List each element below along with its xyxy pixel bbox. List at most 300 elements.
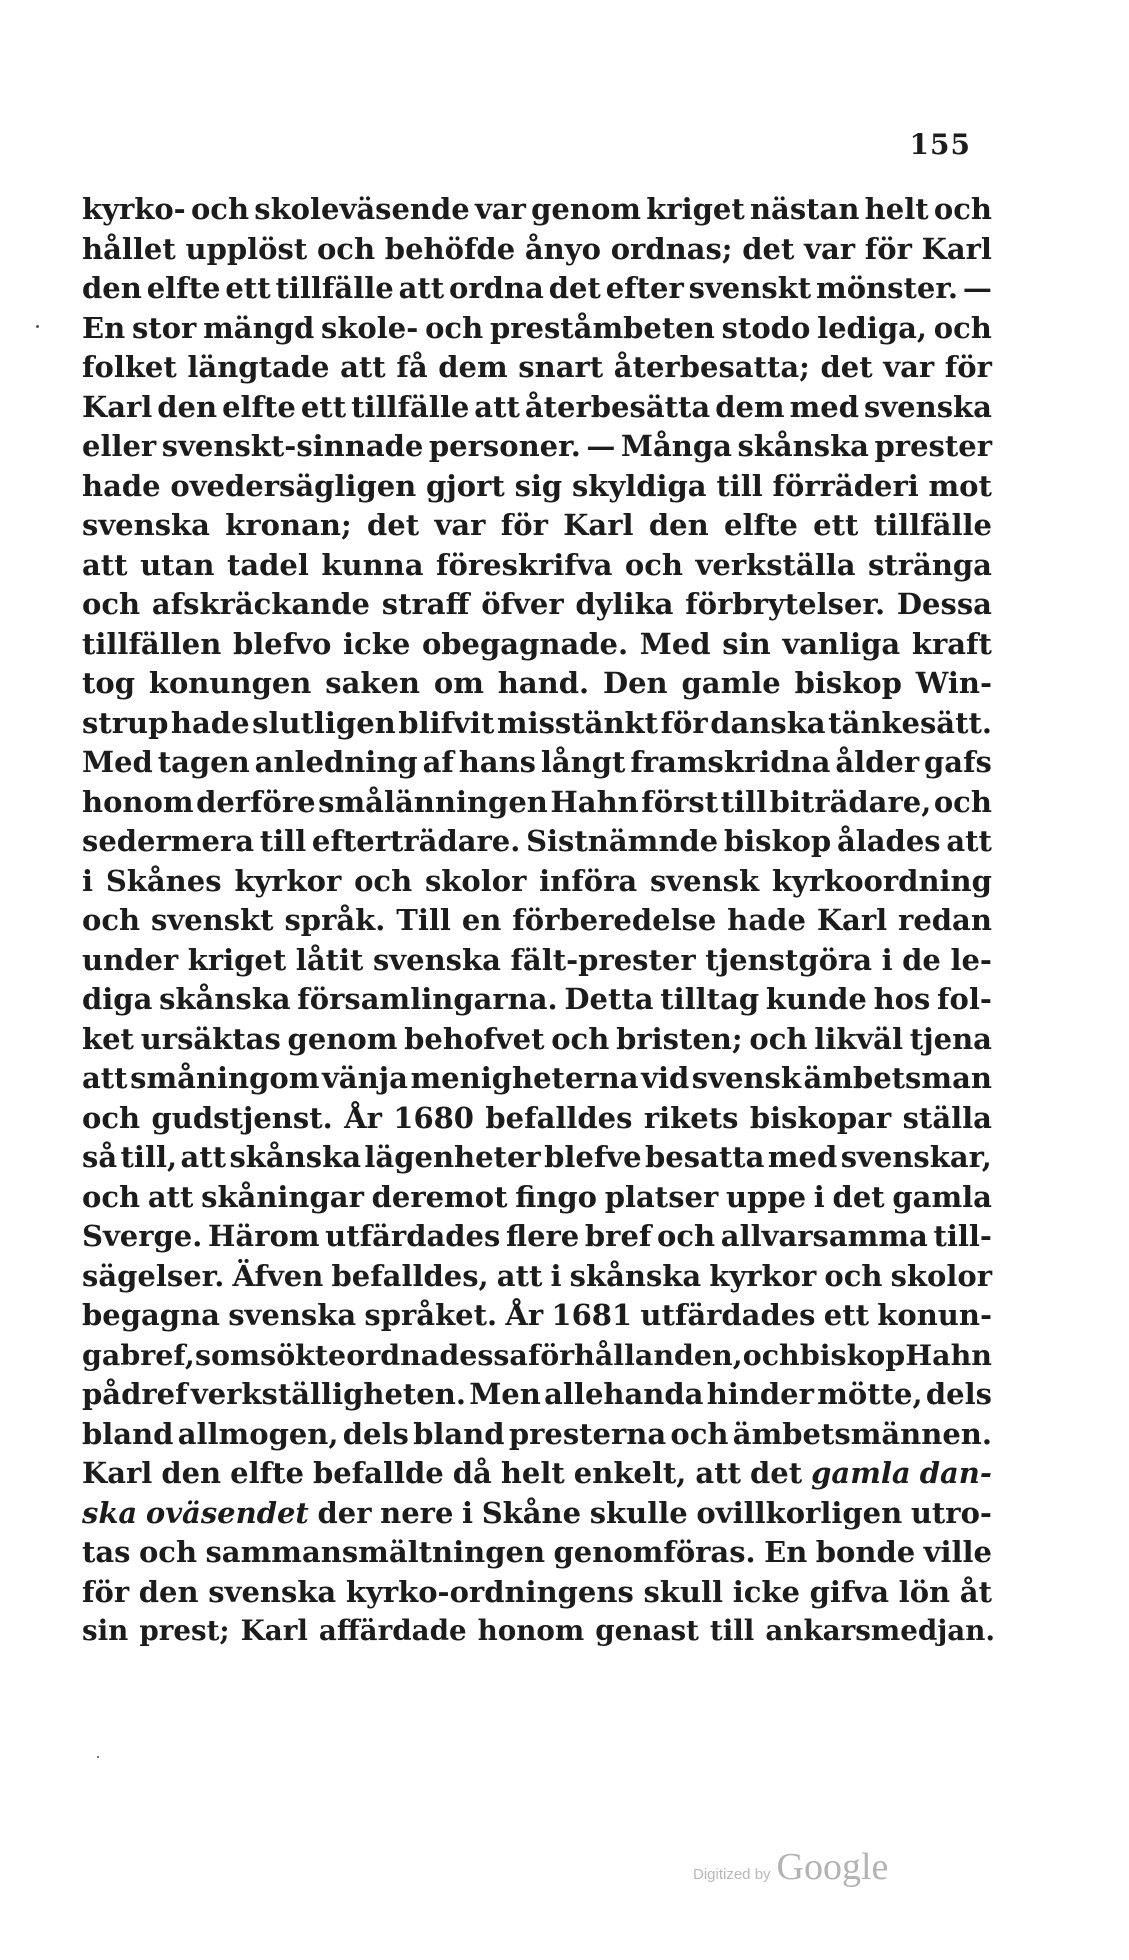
text-line xyxy=(82,706,992,746)
text-line xyxy=(82,508,992,548)
word: efterträdare. xyxy=(311,824,521,858)
word: nästan xyxy=(749,192,860,226)
word: saken xyxy=(325,666,420,700)
word: förräderi xyxy=(772,468,919,503)
word: för xyxy=(944,350,992,384)
word: bland xyxy=(82,1416,174,1451)
text-line xyxy=(82,232,992,272)
word: Äfven xyxy=(232,1258,324,1293)
text-line xyxy=(82,982,992,1022)
word: platser xyxy=(604,1179,719,1214)
word: likväl xyxy=(814,1021,903,1056)
word: och xyxy=(425,310,484,345)
word: att xyxy=(340,350,386,384)
word: var xyxy=(434,508,486,542)
word: och xyxy=(933,192,992,226)
text-line xyxy=(82,1259,992,1299)
word: Hahn xyxy=(550,784,639,819)
text-line xyxy=(82,1180,992,1220)
word: att xyxy=(147,1179,194,1214)
word: Med xyxy=(639,626,711,661)
word: hans xyxy=(458,745,536,779)
word: bland xyxy=(413,1416,505,1451)
word: Till xyxy=(396,903,451,937)
word: och xyxy=(138,1535,198,1569)
word: 1680 xyxy=(393,1100,474,1135)
word: rikets xyxy=(643,1100,739,1135)
word: ämbetsmännen. xyxy=(732,1416,992,1451)
word: behofvet xyxy=(404,1021,545,1056)
word: obegagnade. xyxy=(421,626,629,661)
italic-word: ska xyxy=(82,1495,138,1530)
word: det xyxy=(832,1179,885,1214)
print-speck xyxy=(97,1756,99,1758)
word: fol- xyxy=(937,982,992,1016)
word: svenska xyxy=(82,508,210,542)
word: skull xyxy=(643,1574,724,1609)
word: biskop xyxy=(799,1337,906,1372)
word: och xyxy=(551,1021,610,1056)
italic-word: gamla xyxy=(811,1456,911,1490)
word: den xyxy=(138,1574,199,1609)
word: stodo xyxy=(721,310,811,345)
text-line xyxy=(82,1219,992,1259)
word: uppe xyxy=(725,1179,807,1214)
word: stränga xyxy=(868,547,992,582)
word: blifvit xyxy=(398,705,495,740)
word: ämbetsman xyxy=(803,1061,992,1095)
word: ett xyxy=(823,1298,870,1332)
word: det xyxy=(742,231,795,266)
word: ankarsmedjan. xyxy=(765,1614,996,1647)
word: att xyxy=(398,271,445,305)
word: först xyxy=(641,784,719,819)
word: språk. xyxy=(284,903,386,937)
word: tillfällen xyxy=(82,626,222,661)
word: så xyxy=(82,1140,118,1174)
word: vänja xyxy=(321,1061,408,1095)
word: biskopar xyxy=(749,1100,892,1135)
text-line xyxy=(82,824,992,864)
word: befalldes, xyxy=(331,1258,489,1293)
word: Härom xyxy=(208,1219,320,1253)
word: gifva xyxy=(809,1574,889,1609)
word: kriget xyxy=(646,192,745,226)
word: kyrkor xyxy=(709,1258,817,1293)
word: för xyxy=(500,508,548,542)
word: skåningar xyxy=(201,1179,364,1214)
word: hos xyxy=(873,982,931,1016)
text-line xyxy=(82,1575,992,1615)
word: ett xyxy=(225,271,271,305)
text-line xyxy=(82,627,992,667)
text-line xyxy=(82,1535,992,1575)
word: till xyxy=(259,824,307,858)
word: och xyxy=(82,587,141,621)
word: att xyxy=(474,389,520,424)
word: diga xyxy=(82,982,153,1016)
text-line xyxy=(82,1338,992,1378)
word: var xyxy=(804,231,856,266)
text-line xyxy=(82,1101,992,1141)
word: sig xyxy=(514,468,563,503)
word: förbrytelser. xyxy=(685,587,886,621)
word: tillfälle xyxy=(873,508,992,542)
word: att xyxy=(946,824,992,858)
word: misstänkt xyxy=(496,705,659,740)
word: den xyxy=(157,389,218,424)
word: flere xyxy=(505,1219,580,1253)
word: kyrko-ordningens xyxy=(345,1574,634,1609)
word: för xyxy=(864,231,912,266)
word: föreskrifva xyxy=(436,547,613,582)
word: svensk xyxy=(649,863,760,898)
word: prest; xyxy=(139,1614,230,1647)
word: mönster. xyxy=(816,271,959,305)
word: att xyxy=(180,1140,227,1174)
word: dels xyxy=(925,1377,992,1411)
word: År xyxy=(344,1100,382,1135)
word: Karl xyxy=(563,508,634,542)
word: befalldes xyxy=(485,1100,633,1135)
word: det xyxy=(548,271,601,305)
word: svenskt xyxy=(151,903,274,937)
word: under xyxy=(82,942,179,977)
word: lägenheter xyxy=(364,1140,541,1174)
word: och xyxy=(82,1179,141,1214)
word: icke xyxy=(343,626,411,661)
word: biträdare, xyxy=(769,784,932,819)
text-line xyxy=(82,864,992,904)
word: i xyxy=(462,1495,474,1530)
word: verkställigheten. xyxy=(190,1377,466,1411)
word: långt xyxy=(540,745,626,779)
word: derföre xyxy=(196,784,316,819)
text-line xyxy=(82,1377,992,1417)
word: sammansmältningen xyxy=(205,1535,546,1569)
text-line xyxy=(82,666,992,706)
word: att xyxy=(82,547,128,582)
word: verkställa xyxy=(695,547,856,582)
italic-word: dan- xyxy=(919,1456,992,1490)
word: af xyxy=(422,745,454,779)
word: den xyxy=(648,508,709,542)
word: hade xyxy=(82,468,161,503)
word: genom xyxy=(531,192,641,226)
text-line xyxy=(82,587,992,627)
word: låtit xyxy=(295,942,364,977)
google-logo: Google xyxy=(776,1846,889,1888)
word: införa xyxy=(539,863,638,898)
word: skoleväsende xyxy=(254,192,470,226)
text-line xyxy=(82,311,992,351)
word: Med xyxy=(82,745,153,779)
word: gabref, xyxy=(82,1337,195,1372)
word: till xyxy=(720,784,768,819)
word: besatta xyxy=(645,1140,765,1174)
word: om xyxy=(433,666,484,700)
word: icke xyxy=(732,1574,800,1609)
word: återbesätta xyxy=(524,389,711,424)
word: biskop xyxy=(723,824,832,858)
word: Den xyxy=(602,666,668,700)
word: var xyxy=(474,192,526,226)
word: återbesatta; xyxy=(613,350,810,384)
word: de xyxy=(902,942,941,977)
text-line xyxy=(82,429,992,469)
word: utfärdades xyxy=(325,1219,501,1253)
word: tjenstgöra xyxy=(705,942,873,977)
word: med xyxy=(789,389,860,424)
text-line xyxy=(82,1298,992,1338)
word: elfte xyxy=(222,389,296,424)
word: ovillkorligen xyxy=(696,1495,903,1530)
word: kunna xyxy=(321,547,424,582)
word: gjort xyxy=(426,468,505,503)
word: skole- xyxy=(321,310,419,345)
word: Men xyxy=(469,1377,541,1411)
word: förberedelse xyxy=(512,903,717,937)
digitization-watermark xyxy=(693,1845,888,1889)
word: vanliga xyxy=(782,626,901,661)
body-text xyxy=(82,192,996,1654)
word: och xyxy=(82,1100,141,1135)
text-line xyxy=(82,745,992,785)
word: i xyxy=(813,1179,825,1214)
word: Karl xyxy=(82,1456,153,1490)
word: biskop xyxy=(794,666,902,700)
word: ordna xyxy=(449,271,544,305)
word: och xyxy=(316,231,376,266)
word: honom xyxy=(477,1614,585,1647)
word: elfte xyxy=(230,1456,304,1490)
word: blefvo xyxy=(232,626,332,661)
word: En xyxy=(764,1535,808,1569)
word: för xyxy=(82,1574,130,1609)
word: utfärdades xyxy=(640,1298,816,1332)
word: befallde xyxy=(312,1456,444,1490)
word: var xyxy=(883,350,935,384)
word: till- xyxy=(933,1219,992,1253)
word: som xyxy=(194,1337,261,1372)
word: tjena xyxy=(909,1021,992,1056)
word: åt xyxy=(959,1574,992,1609)
word: smålänningen xyxy=(318,784,548,819)
word: genast xyxy=(595,1614,699,1647)
word: att xyxy=(496,1258,543,1293)
word: det xyxy=(820,350,873,384)
word: och xyxy=(933,310,992,345)
word: stor xyxy=(131,310,197,345)
word: kyrko- xyxy=(82,192,186,226)
word: fält-prester xyxy=(510,942,696,977)
text-line xyxy=(82,1496,992,1536)
word: framskridna xyxy=(630,745,831,779)
word: den xyxy=(82,271,142,305)
word: skånska xyxy=(229,1140,361,1174)
word: personer. xyxy=(428,429,581,463)
text-line xyxy=(82,548,992,588)
word: hinder xyxy=(706,1377,814,1411)
word: tillfälle xyxy=(351,389,470,424)
word: dels xyxy=(342,1416,409,1451)
word: svensk xyxy=(691,1061,801,1095)
word: allehanda xyxy=(544,1377,704,1411)
word: svenska xyxy=(228,1298,357,1332)
word: kronan; xyxy=(225,508,352,542)
word: tilltag xyxy=(660,982,760,1016)
word: eller xyxy=(82,429,157,463)
word: genom xyxy=(287,1021,398,1056)
word: skyldiga xyxy=(571,468,707,503)
word: och xyxy=(742,1337,800,1372)
print-speck xyxy=(36,325,39,328)
word: ett xyxy=(813,508,859,542)
word: kunde xyxy=(765,982,867,1016)
text-line xyxy=(82,1456,992,1496)
word: upplöst xyxy=(185,231,308,266)
word: sökte xyxy=(260,1337,347,1372)
word: allmogen, xyxy=(177,1416,339,1451)
word: 1681 xyxy=(551,1298,633,1332)
word: affärdade xyxy=(318,1614,467,1647)
word: pådref xyxy=(82,1377,188,1411)
text-line xyxy=(82,785,992,825)
word: Win- xyxy=(915,666,992,700)
word: preståmbeten xyxy=(489,310,715,345)
word: svenska xyxy=(208,1574,337,1609)
word: slutligen xyxy=(252,705,396,740)
word: det xyxy=(750,1456,803,1490)
word: tillfälle xyxy=(275,271,394,305)
word: tadel xyxy=(226,547,309,582)
word: behöfde xyxy=(384,231,516,266)
word: längtade xyxy=(187,350,330,384)
word: en xyxy=(461,903,502,937)
word: gudstjenst. xyxy=(151,1100,333,1135)
word: sedermera xyxy=(82,824,254,858)
word: folket xyxy=(82,350,177,384)
word: och xyxy=(657,1219,716,1253)
word: Karl xyxy=(921,231,992,266)
word: ville xyxy=(923,1535,992,1569)
word: Många xyxy=(620,429,732,463)
word: dylika xyxy=(575,587,674,621)
word: vid xyxy=(641,1061,690,1095)
word: svenska xyxy=(372,942,501,977)
word: den xyxy=(161,1456,222,1490)
word: hade xyxy=(727,903,806,937)
word: elfte xyxy=(146,271,221,305)
word: och xyxy=(624,547,684,582)
word: fingo xyxy=(515,1179,597,1214)
text-line xyxy=(82,1614,996,1654)
word: sägelser. xyxy=(82,1258,225,1293)
word: gamla xyxy=(892,1179,992,1214)
word: helt xyxy=(500,1456,565,1490)
text-line xyxy=(82,469,992,509)
word: nere xyxy=(380,1495,454,1530)
word: dem xyxy=(715,389,785,424)
word: ordnas; xyxy=(610,231,733,266)
word: — xyxy=(962,271,992,305)
word: småningom xyxy=(130,1061,320,1095)
word: få xyxy=(396,350,428,384)
word: efter xyxy=(605,271,684,305)
word: — xyxy=(586,429,616,463)
watermark-prefix: Digitized by xyxy=(693,1866,771,1883)
word: straff xyxy=(381,587,470,621)
word: kyrkoordning xyxy=(771,863,992,898)
word: mot xyxy=(928,468,992,503)
word: svenskt-sinnade xyxy=(161,429,424,463)
word: skolor xyxy=(890,1258,992,1293)
word: till, xyxy=(120,1140,178,1174)
word: ovedersägligen xyxy=(170,468,417,503)
word: skånska xyxy=(737,429,869,463)
word: skulle xyxy=(589,1495,688,1530)
text-line xyxy=(82,192,992,232)
word: svenskar, xyxy=(840,1140,992,1174)
word: hållet xyxy=(82,231,176,266)
text-line xyxy=(82,1140,992,1180)
word: hand. xyxy=(497,666,590,700)
word: snart xyxy=(518,350,604,384)
word: och xyxy=(933,784,992,819)
word: till xyxy=(709,1614,755,1647)
word: gamle xyxy=(681,666,781,700)
word: och xyxy=(670,1416,729,1451)
word: utro- xyxy=(910,1495,992,1530)
word: kyrkor xyxy=(234,863,342,898)
word: skånska xyxy=(159,982,291,1016)
word: hade xyxy=(170,705,250,740)
word: ket xyxy=(82,1021,134,1056)
word: afskräckande xyxy=(151,587,370,621)
word: det xyxy=(367,508,420,542)
word: der xyxy=(317,1495,372,1530)
word: ett xyxy=(300,389,347,424)
word: dessa xyxy=(439,1337,528,1372)
word: presterna xyxy=(508,1416,667,1451)
word: till xyxy=(716,468,763,503)
text-line xyxy=(82,1022,992,1062)
word: Karl xyxy=(82,389,153,424)
word: ålades xyxy=(836,824,941,858)
word: för xyxy=(660,705,708,740)
word: och xyxy=(354,863,413,898)
word: i xyxy=(881,942,893,977)
word: En xyxy=(82,310,126,345)
word: bref xyxy=(584,1219,652,1253)
word: begagna xyxy=(82,1298,220,1332)
word: Karl xyxy=(240,1614,308,1647)
word: Skånes xyxy=(105,863,222,898)
word: strup xyxy=(82,705,169,740)
word: konun- xyxy=(877,1298,992,1332)
word: År xyxy=(505,1298,544,1332)
word: att xyxy=(695,1456,741,1490)
word: mötte, xyxy=(817,1377,923,1411)
word: danska xyxy=(710,705,826,740)
word: lön xyxy=(898,1574,951,1609)
word: språket. xyxy=(364,1298,498,1332)
word: skånska xyxy=(569,1258,702,1293)
word: förhållanden, xyxy=(527,1337,743,1372)
word: och xyxy=(824,1258,883,1293)
word: med xyxy=(767,1140,838,1174)
text-line xyxy=(82,943,992,983)
